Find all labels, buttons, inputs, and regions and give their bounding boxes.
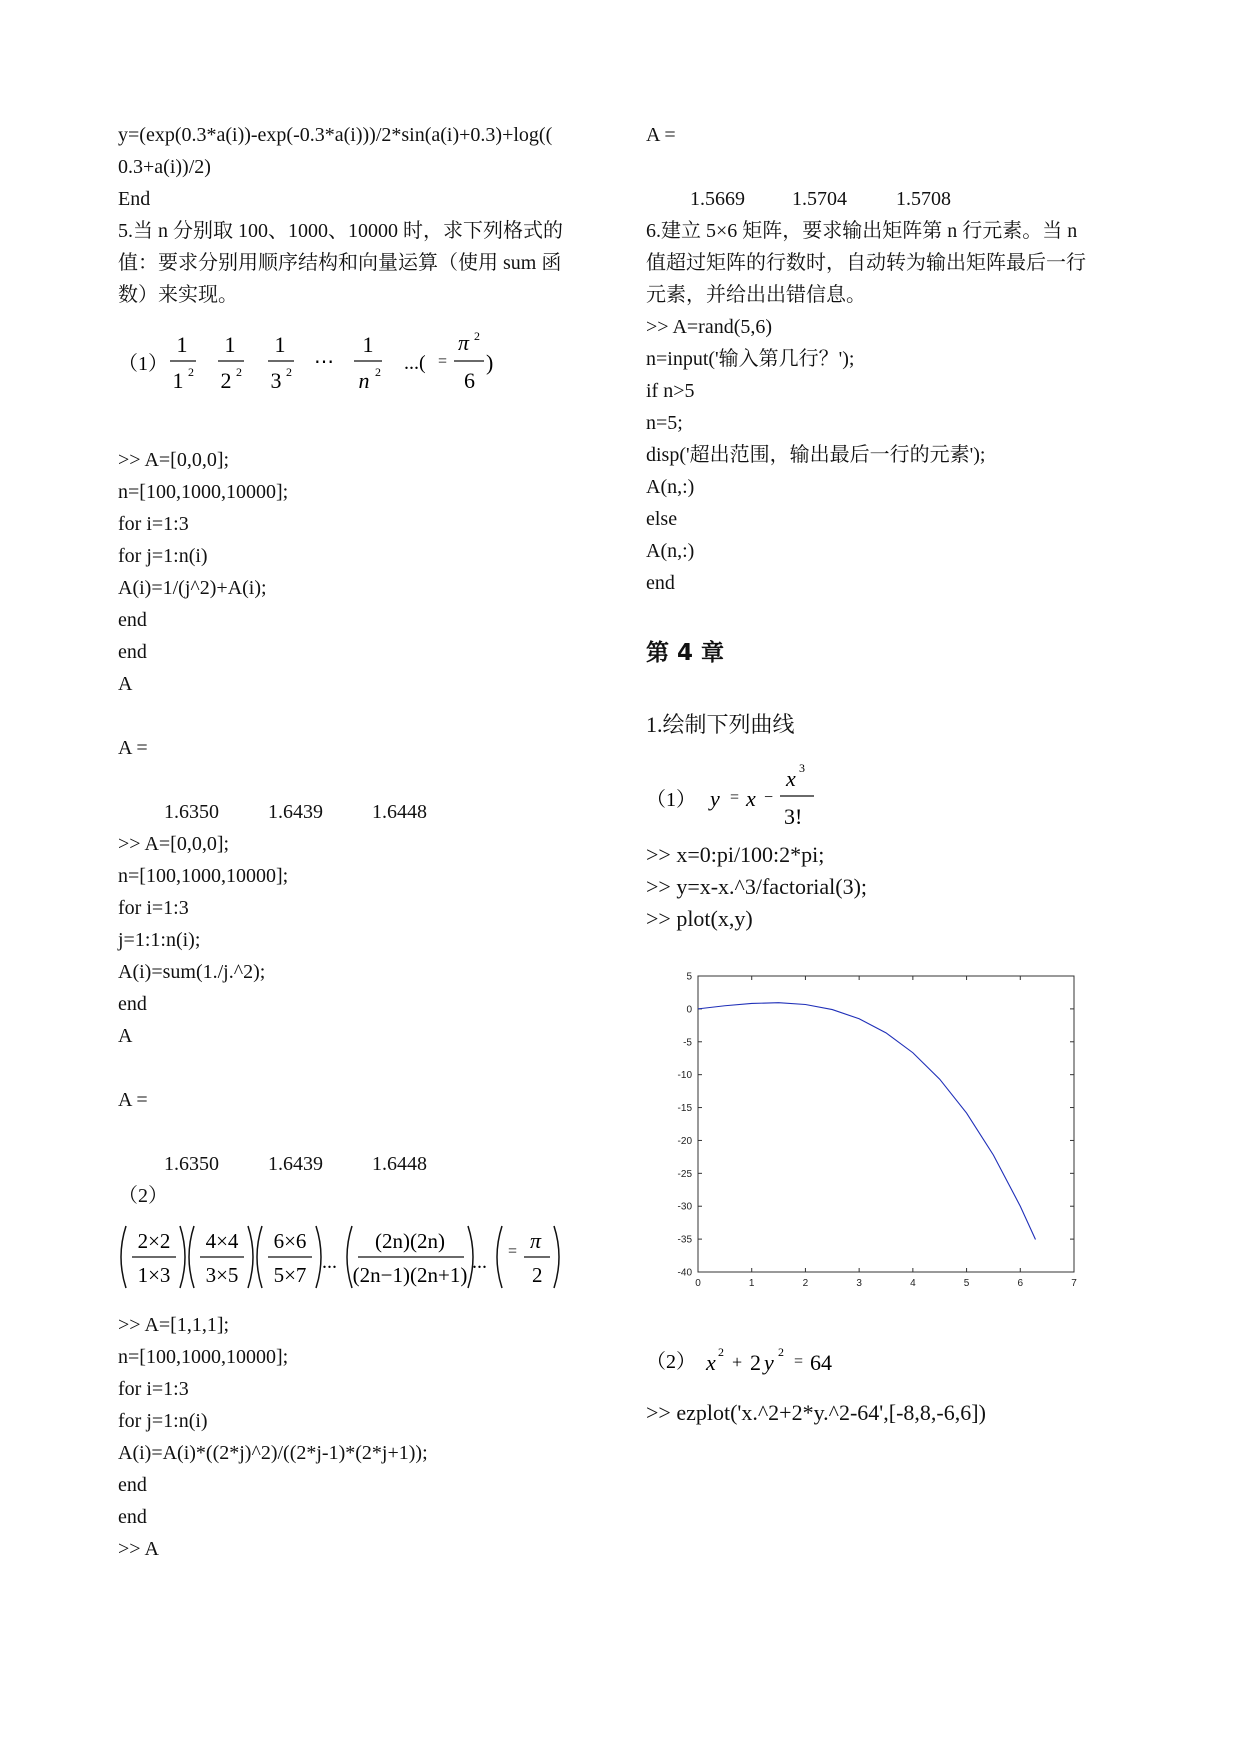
result-value: 1.6439 bbox=[268, 801, 323, 823]
code-line: >> A=[0,0,0]; bbox=[118, 833, 230, 855]
result-value: 1.6439 bbox=[268, 1153, 323, 1175]
pi-symbol: π bbox=[530, 1228, 542, 1253]
x-tick-label: 4 bbox=[910, 1278, 916, 1289]
chapter-heading: 第 4 章 bbox=[646, 640, 725, 666]
y-tick-label: 5 bbox=[686, 971, 692, 983]
plus-sign: + bbox=[732, 1352, 743, 1372]
code-line: for i=1:3 bbox=[118, 897, 189, 919]
equals-sign: = bbox=[730, 789, 740, 806]
code-line: for j=1:n(i) bbox=[118, 1410, 208, 1432]
x-tick-label: 0 bbox=[695, 1278, 701, 1289]
code-line: >> A=[0,0,0]; bbox=[118, 449, 230, 471]
frac-num: (2n)(2n) bbox=[375, 1229, 445, 1253]
equals-sign: = bbox=[508, 1243, 518, 1260]
code-line: 0.3+a(i))/2) bbox=[118, 156, 211, 178]
result-label: A = bbox=[118, 1089, 148, 1111]
x-tick-label: 1 bbox=[748, 1278, 755, 1289]
result-value: 1.6350 bbox=[164, 801, 219, 823]
code-line: >> y=x-x.^3/factorial(3); bbox=[646, 874, 868, 899]
code-line: n=[100,1000,10000]; bbox=[118, 1346, 289, 1368]
code-line: n=[100,1000,10000]; bbox=[118, 865, 289, 887]
frac-den: 6 bbox=[464, 368, 475, 393]
formula-label: （2） bbox=[646, 1351, 696, 1373]
code-line: A(i)=sum(1./j.^2); bbox=[118, 961, 266, 983]
code-line: A bbox=[118, 1025, 133, 1047]
question-text: 值：要求分别用顺序结构和向量运算（使用 sum 函 bbox=[118, 252, 562, 274]
code-line: >> x=0:pi/100:2*pi; bbox=[646, 842, 825, 867]
formula-exp: 2 bbox=[718, 1345, 724, 1359]
formula-var: x bbox=[706, 1350, 716, 1375]
x-tick-label: 5 bbox=[963, 1278, 970, 1289]
result-value: 1.5669 bbox=[690, 188, 745, 210]
ellipsis: ... bbox=[472, 1251, 487, 1273]
result-label: A = bbox=[118, 737, 148, 759]
code-line: y=(exp(0.3*a(i))-exp(-0.3*a(i)))/2*sin(a(i)+0.3)+log(( bbox=[118, 124, 553, 146]
code-line: >> plot(x,y) bbox=[646, 906, 753, 931]
ellipsis: ...( bbox=[404, 352, 426, 374]
code-line: disp('超出范围，输出最后一行的元素'); bbox=[646, 444, 986, 466]
formula-label: （1） bbox=[646, 789, 696, 811]
close-paren: ) bbox=[486, 350, 494, 375]
code-line: j=1:1:n(i); bbox=[118, 929, 201, 951]
equals-sign: = bbox=[438, 353, 448, 370]
line-chart bbox=[660, 968, 1090, 1298]
x-tick-label: 2 bbox=[802, 1278, 809, 1289]
formula-var: y bbox=[710, 786, 720, 811]
frac-exp: 2 bbox=[236, 365, 242, 379]
frac-exp: 2 bbox=[188, 365, 194, 379]
frac-den: (2n−1)(2n+1) bbox=[352, 1263, 468, 1287]
code-line: A(i)=A(i)*((2*j)^2)/((2*j-1)*(2*j+1)); bbox=[118, 1442, 428, 1464]
ellipsis: ⋯ bbox=[314, 351, 334, 373]
formula-curve-1 bbox=[646, 756, 946, 832]
code-line: end bbox=[118, 641, 147, 663]
frac-den: 2 bbox=[532, 1263, 543, 1287]
question-text: 数）来实现。 bbox=[118, 284, 238, 306]
code-line: if n>5 bbox=[646, 380, 695, 402]
x-tick-label: 7 bbox=[1071, 1278, 1077, 1289]
y-tick-label: -40 bbox=[677, 1267, 692, 1279]
code-line: for i=1:3 bbox=[118, 513, 189, 535]
frac-den: n bbox=[358, 368, 370, 393]
code-line: End bbox=[118, 188, 151, 210]
y-tick-label: -5 bbox=[683, 1037, 692, 1049]
code-line: >> ezplot('x.^2+2*y.^2-64',[-8,8,-6,6]) bbox=[646, 1400, 986, 1425]
question-text: 6.建立 5×6 矩阵，要求输出矩阵第 n 行元素。当 n bbox=[646, 220, 1078, 242]
code-line: end bbox=[646, 572, 675, 594]
code-line: else bbox=[646, 508, 678, 530]
frac-den: 3 bbox=[270, 368, 282, 393]
frac-num: 4×4 bbox=[205, 1229, 239, 1253]
frac-num: 1 bbox=[274, 332, 286, 357]
formula-exp: 2 bbox=[778, 1345, 784, 1359]
formula-var: y bbox=[764, 1350, 774, 1375]
code-line: A(n,:) bbox=[646, 540, 695, 562]
y-tick-label: -35 bbox=[677, 1234, 692, 1246]
frac-den: 1×3 bbox=[137, 1263, 171, 1287]
frac-num: 1 bbox=[362, 332, 374, 357]
result-label: A = bbox=[646, 124, 676, 146]
pi-exp: 2 bbox=[474, 329, 480, 343]
x-tick-label: 6 bbox=[1017, 1278, 1024, 1289]
code-line: end bbox=[118, 1506, 147, 1528]
y-tick-label: -30 bbox=[677, 1201, 692, 1213]
question-text: 元素，并给出出错信息。 bbox=[646, 284, 866, 306]
code-line: >> A=[1,1,1]; bbox=[118, 1314, 230, 1336]
code-line: A(n,:) bbox=[646, 476, 695, 498]
formula-label: （2） bbox=[118, 1185, 168, 1207]
question-text: 1.绘制下列曲线 bbox=[646, 712, 795, 737]
result-value: 1.5704 bbox=[792, 188, 847, 210]
y-tick-label: -25 bbox=[677, 1168, 692, 1180]
y-tick-label: -10 bbox=[677, 1070, 692, 1082]
ellipsis: ... bbox=[322, 1251, 337, 1273]
y-tick-label: -20 bbox=[677, 1135, 692, 1147]
frac-den: 2 bbox=[220, 368, 232, 393]
code-line: >> A bbox=[118, 1538, 159, 1560]
frac-den: 5×7 bbox=[273, 1263, 307, 1287]
y-tick-label: 0 bbox=[686, 1004, 692, 1016]
result-value: 1.5708 bbox=[896, 188, 951, 210]
code-line: n=[100,1000,10000]; bbox=[118, 481, 289, 503]
frac-num: 2×2 bbox=[137, 1229, 171, 1253]
question-text: 5.当 n 分别取 100、1000、10000 时，求下列格式的 bbox=[118, 220, 563, 242]
code-line: A bbox=[118, 673, 133, 695]
code-line: for i=1:3 bbox=[118, 1378, 189, 1400]
frac-num: x bbox=[786, 766, 796, 791]
code-line: A(i)=1/(j^2)+A(i); bbox=[118, 577, 267, 599]
y-tick-label: -15 bbox=[677, 1103, 692, 1115]
frac-den: 3×5 bbox=[205, 1263, 239, 1287]
formula-label: （1） bbox=[118, 353, 168, 375]
code-line: end bbox=[118, 1474, 147, 1496]
frac-exp: 3 bbox=[799, 761, 805, 775]
formula-rhs: 64 bbox=[810, 1350, 832, 1375]
frac-num: 6×6 bbox=[273, 1229, 307, 1253]
frac-num: 1 bbox=[224, 332, 236, 357]
equals-sign: = bbox=[794, 1353, 804, 1370]
frac-exp: 2 bbox=[286, 365, 292, 379]
code-line: end bbox=[118, 993, 147, 1015]
formula-wallis-product bbox=[118, 1222, 618, 1292]
code-line: n=5; bbox=[646, 412, 683, 434]
result-value: 1.6448 bbox=[372, 801, 427, 823]
x-tick-label: 3 bbox=[856, 1278, 862, 1289]
code-line: end bbox=[118, 609, 147, 631]
minus-sign: − bbox=[764, 789, 774, 806]
result-value: 1.6350 bbox=[164, 1153, 219, 1175]
formula-coef: 2 bbox=[750, 1350, 761, 1375]
frac-den: 3! bbox=[784, 804, 803, 829]
formula-ellipse bbox=[646, 1338, 946, 1382]
result-value: 1.6448 bbox=[372, 1153, 427, 1175]
formula-series-1 bbox=[118, 326, 618, 398]
plot-area bbox=[698, 976, 1074, 1272]
code-line: for j=1:n(i) bbox=[118, 545, 208, 567]
frac-exp: 2 bbox=[375, 365, 381, 379]
code-line: n=input('输入第几行？'); bbox=[646, 348, 855, 370]
formula-var: x bbox=[746, 786, 756, 811]
pi-symbol: π bbox=[458, 330, 470, 355]
code-line: >> A=rand(5,6) bbox=[646, 316, 773, 338]
frac-num: 1 bbox=[176, 332, 188, 357]
frac-den: 1 bbox=[172, 368, 184, 393]
question-text: 值超过矩阵的行数时，自动转为输出矩阵最后一行 bbox=[646, 252, 1086, 274]
